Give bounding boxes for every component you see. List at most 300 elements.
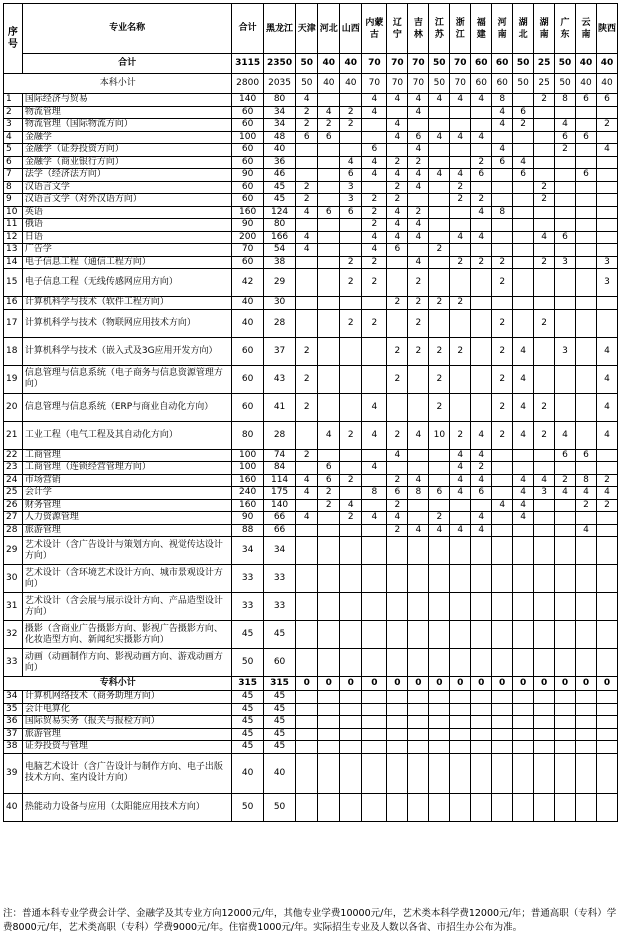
cell	[492, 793, 513, 821]
cell: 2	[340, 512, 362, 525]
cell: 4	[408, 474, 429, 487]
cell	[513, 565, 534, 593]
cell	[555, 499, 576, 512]
cell: 2	[296, 337, 318, 365]
major-name: 计算机科学与技术（软件工程方向）	[22, 297, 232, 310]
table-row	[4, 206, 618, 219]
cell: 2	[387, 337, 408, 365]
province-header: 天津	[296, 4, 318, 54]
table-row	[4, 537, 618, 565]
cell	[596, 309, 617, 337]
cell	[387, 649, 408, 677]
row-number: 34	[4, 691, 23, 704]
cell	[576, 144, 597, 157]
major-name: 电子信息工程（通信工程方向）	[22, 256, 232, 269]
cell: 2	[318, 119, 340, 132]
cell	[362, 691, 387, 704]
cell	[576, 421, 597, 449]
cell: 4	[387, 231, 408, 244]
cell: 2	[450, 194, 471, 207]
cell: 2	[555, 474, 576, 487]
cell: 2	[555, 144, 576, 157]
cell: 100	[232, 449, 263, 462]
table-row	[4, 169, 618, 182]
cell: 2	[471, 256, 492, 269]
cell	[450, 741, 471, 754]
cell	[318, 621, 340, 649]
row-number: 29	[4, 537, 23, 565]
table-body	[4, 74, 618, 822]
cell: 100	[232, 462, 263, 475]
cell	[318, 565, 340, 593]
cell	[555, 194, 576, 207]
major-name: 工业工程（电气工程及其自动化方向）	[22, 421, 232, 449]
cell	[492, 297, 513, 310]
cell	[387, 256, 408, 269]
cell: 60	[232, 337, 263, 365]
cell: 2	[534, 194, 555, 207]
cell: 4	[387, 206, 408, 219]
cell: 4	[513, 499, 534, 512]
cell: 8	[362, 487, 387, 500]
cell	[362, 119, 387, 132]
cell	[492, 524, 513, 537]
cell: 40	[576, 74, 597, 94]
row-number: 40	[4, 793, 23, 821]
cell	[513, 194, 534, 207]
cell: 50	[513, 54, 534, 74]
cell: 4	[555, 119, 576, 132]
cell: 6	[340, 206, 362, 219]
cell	[450, 106, 471, 119]
cell: 8	[576, 474, 597, 487]
cell	[555, 753, 576, 793]
cell	[555, 244, 576, 257]
cell: 4	[596, 337, 617, 365]
cell: 2	[492, 337, 513, 365]
cell: 60	[232, 119, 263, 132]
cell	[408, 793, 429, 821]
cell	[555, 537, 576, 565]
cell	[555, 793, 576, 821]
row-number: 36	[4, 716, 23, 729]
cell: 6	[387, 487, 408, 500]
table-row	[4, 565, 618, 593]
cell	[450, 753, 471, 793]
cell	[534, 244, 555, 257]
cell	[450, 649, 471, 677]
cell: 2	[387, 421, 408, 449]
cell	[429, 106, 450, 119]
cell: 4	[513, 365, 534, 393]
cell	[429, 462, 450, 475]
cell: 4	[513, 487, 534, 500]
cell: 4	[408, 94, 429, 107]
cell	[450, 244, 471, 257]
table-row	[4, 144, 618, 157]
cell: 4	[555, 421, 576, 449]
cell	[318, 741, 340, 754]
cell: 45	[263, 741, 295, 754]
cell: 70	[450, 54, 471, 74]
cell: 45	[263, 181, 295, 194]
cell	[576, 537, 597, 565]
cell: 2	[296, 393, 318, 421]
cell	[387, 565, 408, 593]
table-row	[4, 487, 618, 500]
cell	[408, 499, 429, 512]
cell	[362, 365, 387, 393]
cell	[318, 537, 340, 565]
cell: 33	[263, 593, 295, 621]
cell: 2	[450, 297, 471, 310]
cell	[387, 269, 408, 297]
cell: 60	[232, 106, 263, 119]
cell: 25	[534, 54, 555, 74]
province-header: 湖北	[513, 4, 534, 54]
cell	[387, 309, 408, 337]
cell: 4	[429, 169, 450, 182]
cell: 45	[263, 728, 295, 741]
major-name: 计算机网络技术（商务助理方向）	[22, 691, 232, 704]
table-row	[4, 94, 618, 107]
cell	[492, 169, 513, 182]
cell	[408, 703, 429, 716]
cell	[362, 741, 387, 754]
cell: 100	[232, 131, 263, 144]
cell	[492, 753, 513, 793]
cell: 4	[362, 106, 387, 119]
cell	[576, 337, 597, 365]
cell	[318, 181, 340, 194]
cell	[408, 621, 429, 649]
cell: 90	[232, 512, 263, 525]
cell: 2	[340, 119, 362, 132]
cell	[576, 231, 597, 244]
cell: 60	[492, 74, 513, 94]
cell	[555, 365, 576, 393]
cell	[387, 393, 408, 421]
major-name: 物流管理	[22, 106, 232, 119]
cell: 45	[263, 716, 295, 729]
cell: 4	[450, 462, 471, 475]
cell	[362, 499, 387, 512]
cell: 60	[263, 649, 295, 677]
row-number: 23	[4, 462, 23, 475]
cell	[408, 365, 429, 393]
cell: 45	[232, 691, 263, 704]
cell	[596, 741, 617, 754]
major-name: 艺术设计（含环境艺术设计方向、城市景观设计方向）	[22, 565, 232, 593]
cell: 200	[232, 231, 263, 244]
cell	[555, 565, 576, 593]
table-row	[4, 449, 618, 462]
cell: 4	[513, 393, 534, 421]
cell: 50	[296, 54, 318, 74]
cell	[340, 691, 362, 704]
cell: 40	[596, 74, 617, 94]
cell	[534, 131, 555, 144]
cell	[492, 462, 513, 475]
table-row	[4, 474, 618, 487]
row-number: 30	[4, 565, 23, 593]
cell	[296, 269, 318, 297]
cell: 0	[513, 677, 534, 691]
cell	[429, 194, 450, 207]
cell: 50	[555, 74, 576, 94]
cell	[513, 449, 534, 462]
cell	[408, 565, 429, 593]
cell: 2	[429, 365, 450, 393]
cell	[534, 621, 555, 649]
cell: 90	[232, 169, 263, 182]
cell: 2	[429, 393, 450, 421]
cell	[318, 703, 340, 716]
cell	[534, 793, 555, 821]
row-number: 18	[4, 337, 23, 365]
cell: 2	[340, 256, 362, 269]
cell	[318, 309, 340, 337]
cell	[296, 649, 318, 677]
cell	[471, 593, 492, 621]
cell: 0	[340, 677, 362, 691]
major-name: 工商管理（连锁经营管理方向）	[22, 462, 232, 475]
cell	[555, 691, 576, 704]
cell: 6	[340, 169, 362, 182]
cell	[576, 691, 597, 704]
cell	[555, 169, 576, 182]
cell	[408, 741, 429, 754]
table-row	[4, 131, 618, 144]
cell: 2	[387, 524, 408, 537]
cell	[450, 691, 471, 704]
cell	[576, 716, 597, 729]
province-header: 山西	[340, 4, 362, 54]
cell: 4	[362, 156, 387, 169]
major-name: 金融学（商业银行方向）	[22, 156, 232, 169]
row-number: 9	[4, 194, 23, 207]
cell	[318, 269, 340, 297]
cell: 50	[429, 54, 450, 74]
province-header: 江苏	[429, 4, 450, 54]
cell	[471, 728, 492, 741]
cell: 4	[513, 512, 534, 525]
cell	[296, 691, 318, 704]
cell	[296, 565, 318, 593]
province-header: 辽宁	[387, 4, 408, 54]
major-name: 市场营销	[22, 474, 232, 487]
province-header: 广东	[555, 4, 576, 54]
major-name: 英语	[22, 206, 232, 219]
cell: 4	[596, 421, 617, 449]
cell	[318, 94, 340, 107]
cell: 4	[534, 474, 555, 487]
cell: 4	[429, 524, 450, 537]
cell: 4	[296, 512, 318, 525]
row-number: 5	[4, 144, 23, 157]
cell: 2	[387, 156, 408, 169]
cell	[429, 269, 450, 297]
cell: 60	[232, 365, 263, 393]
cell	[340, 449, 362, 462]
cell: 43	[263, 365, 295, 393]
cell	[429, 537, 450, 565]
cell: 4	[387, 131, 408, 144]
cell: 166	[263, 231, 295, 244]
cell	[296, 537, 318, 565]
cell	[362, 565, 387, 593]
cell: 175	[263, 487, 295, 500]
table-row	[4, 337, 618, 365]
cell: 2	[318, 487, 340, 500]
cell	[555, 728, 576, 741]
major-name: 金融学（证券投资方向）	[22, 144, 232, 157]
cell	[596, 537, 617, 565]
cell: 2	[296, 365, 318, 393]
cell: 4	[471, 449, 492, 462]
cell	[596, 106, 617, 119]
cell: 2	[429, 512, 450, 525]
cell: 0	[450, 677, 471, 691]
cell	[408, 449, 429, 462]
cell: 0	[408, 677, 429, 691]
table-row	[4, 244, 618, 257]
cell: 40	[232, 309, 263, 337]
cell: 2	[450, 181, 471, 194]
cell: 2	[340, 269, 362, 297]
cell: 4	[596, 393, 617, 421]
province-header: 湖南	[534, 4, 555, 54]
cell: 4	[513, 337, 534, 365]
cell: 2	[362, 219, 387, 232]
cell: 70	[408, 74, 429, 94]
cell: 2	[513, 119, 534, 132]
province-header: 内蒙古	[362, 4, 387, 54]
cell: 4	[362, 462, 387, 475]
cell	[362, 524, 387, 537]
major-name: 广告学	[22, 244, 232, 257]
cell	[429, 144, 450, 157]
cell: 4	[555, 487, 576, 500]
cell	[471, 144, 492, 157]
cell: 2	[492, 309, 513, 337]
cell	[513, 728, 534, 741]
cell: 6	[513, 106, 534, 119]
cell	[534, 537, 555, 565]
cell	[534, 512, 555, 525]
cell: 4	[450, 131, 471, 144]
table-row	[4, 716, 618, 729]
cell	[429, 309, 450, 337]
cell: 4	[340, 499, 362, 512]
table-row	[4, 156, 618, 169]
cell: 2	[296, 449, 318, 462]
cell	[513, 269, 534, 297]
major-name: 国际经济与贸易	[22, 94, 232, 107]
major-name: 俄语	[22, 219, 232, 232]
cell	[429, 793, 450, 821]
cell: 4	[408, 524, 429, 537]
cell	[513, 131, 534, 144]
cell	[296, 499, 318, 512]
cell	[513, 94, 534, 107]
table-row	[4, 365, 618, 393]
cell	[296, 728, 318, 741]
cell	[387, 593, 408, 621]
cell	[492, 703, 513, 716]
cell	[555, 156, 576, 169]
row-number: 33	[4, 649, 23, 677]
cell: 2	[429, 244, 450, 257]
cell	[296, 703, 318, 716]
cell: 4	[576, 487, 597, 500]
cell: 41	[263, 393, 295, 421]
row-number: 37	[4, 728, 23, 741]
cell: 4	[408, 144, 429, 157]
cell: 80	[263, 219, 295, 232]
cell	[408, 716, 429, 729]
cell: 2	[387, 297, 408, 310]
cell	[534, 703, 555, 716]
cell: 6	[513, 169, 534, 182]
cell: 4	[362, 94, 387, 107]
cell	[555, 621, 576, 649]
cell: 2	[408, 206, 429, 219]
cell	[492, 741, 513, 754]
cell	[576, 206, 597, 219]
cell: 6	[492, 156, 513, 169]
cell	[534, 753, 555, 793]
cell	[513, 753, 534, 793]
cell	[318, 449, 340, 462]
table-row	[4, 269, 618, 297]
cell	[450, 565, 471, 593]
cell	[513, 309, 534, 337]
cell	[576, 365, 597, 393]
cell: 2350	[263, 54, 295, 74]
cell	[555, 593, 576, 621]
cell: 50	[232, 649, 263, 677]
subtotal-label: 本科小计	[4, 74, 232, 94]
cell: 4	[513, 474, 534, 487]
cell: 4	[387, 169, 408, 182]
cell	[450, 499, 471, 512]
cell: 6	[387, 244, 408, 257]
cell: 50	[429, 74, 450, 94]
cell	[318, 169, 340, 182]
cell	[340, 131, 362, 144]
cell	[408, 244, 429, 257]
cell	[492, 244, 513, 257]
cell: 50	[513, 74, 534, 94]
cell	[318, 716, 340, 729]
cell: 4	[513, 156, 534, 169]
cell	[534, 524, 555, 537]
cell: 2	[492, 365, 513, 393]
cell	[513, 621, 534, 649]
cell: 66	[263, 524, 295, 537]
major-name: 法学（经济法方向）	[22, 169, 232, 182]
cell: 2	[318, 499, 340, 512]
cell	[429, 741, 450, 754]
cell	[534, 144, 555, 157]
cell: 4	[429, 94, 450, 107]
cell	[513, 206, 534, 219]
cell: 60	[232, 156, 263, 169]
cell: 2	[534, 181, 555, 194]
cell	[450, 703, 471, 716]
cell	[296, 309, 318, 337]
